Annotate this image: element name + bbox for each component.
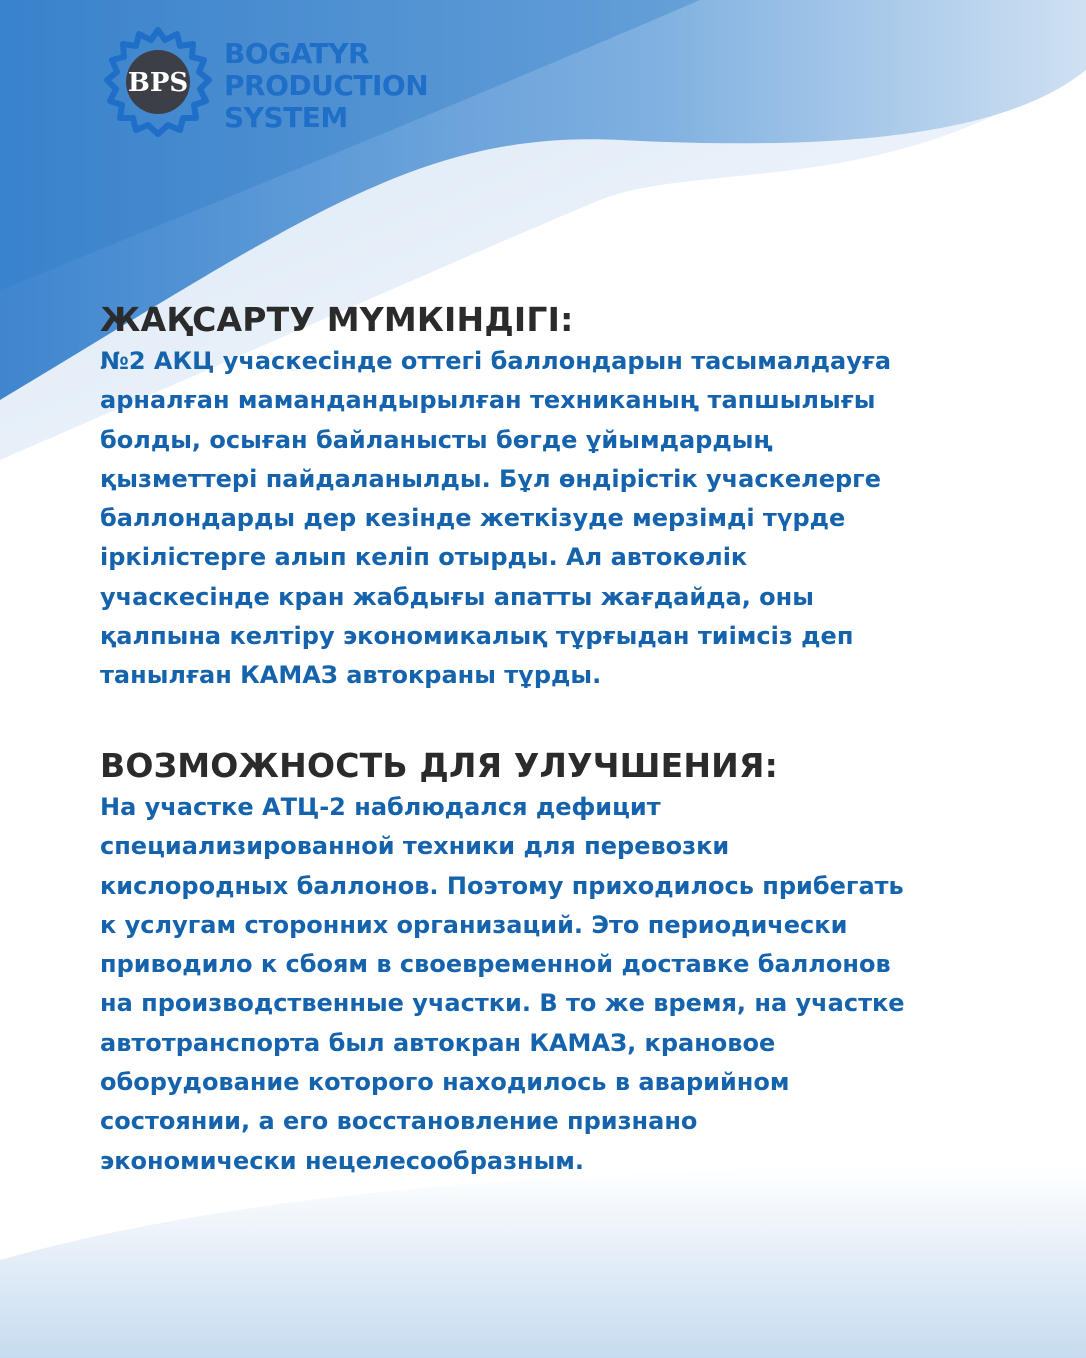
body-line: специализированной техники для перевозки bbox=[100, 832, 730, 861]
body-line: состоянии, а его восстановление признано bbox=[100, 1107, 698, 1136]
brand-name-line-3: SYSTEM bbox=[224, 101, 348, 134]
body-line: іркілістерге алып келіп отырды. Ал автокөлік bbox=[100, 543, 748, 572]
section-heading: ВОЗМОЖНОСТЬ ДЛЯ УЛУЧШЕНИЯ: bbox=[100, 746, 778, 785]
section-russian bbox=[100, 744, 1000, 1181]
body-line: приводило к сбоям в своевременной доставке баллонов bbox=[100, 950, 891, 979]
body-line: танылған КАМАЗ автокраны тұрды. bbox=[100, 661, 602, 690]
body-line: На участке АТЦ-2 наблюдался дефицит bbox=[100, 793, 661, 821]
body-line: арналған мамандандырылған техниканың тапшылығы bbox=[100, 386, 876, 415]
body-line: болды, осыған байланысты бөгде ұйымдардың bbox=[100, 425, 773, 454]
body-line: оборудование которого находилось в аварийном bbox=[100, 1068, 790, 1097]
body-line: учаскесінде кран жабдығы апатты жағдайда, оны bbox=[100, 582, 814, 611]
body-line: к услугам сторонних организаций. Это периодически bbox=[100, 910, 848, 939]
brand-name-line-1: BOGATYR bbox=[224, 37, 370, 70]
section-body bbox=[100, 788, 1000, 1181]
body-line: қалпына келтіру экономикалық тұрғыдан тиімсіз деп bbox=[100, 622, 854, 651]
section-body bbox=[100, 342, 1000, 696]
brand-logo bbox=[102, 26, 442, 142]
body-line: баллондарды дер кезінде жеткізуде мерзімді түрде bbox=[100, 504, 846, 533]
body-line: кислородных баллонов. Поэтому приходилось прибегать bbox=[100, 871, 904, 900]
logo-mark-text: BPS bbox=[127, 68, 189, 98]
gear-logo-icon bbox=[102, 26, 214, 138]
brand-name bbox=[224, 38, 428, 134]
body-line: на производственные участки. В то же время, на участке bbox=[100, 989, 905, 1018]
body-line: экономически нецелесообразным. bbox=[100, 1146, 585, 1175]
brand-name-line-2: PRODUCTION bbox=[224, 69, 429, 102]
section-heading: ЖАҚСАРТУ МҮМКІНДІГІ: bbox=[100, 300, 574, 339]
section-kazakh bbox=[100, 298, 1000, 696]
body-line: автотранспорта был автокран КАМАЗ, крановое bbox=[100, 1028, 776, 1057]
body-line: №2 АКЦ учаскесінде оттегі баллондарын тасымалдауға bbox=[100, 347, 892, 375]
body-line: қызметтері пайдаланылды. Бұл өндірістік учаскелерге bbox=[100, 464, 881, 493]
